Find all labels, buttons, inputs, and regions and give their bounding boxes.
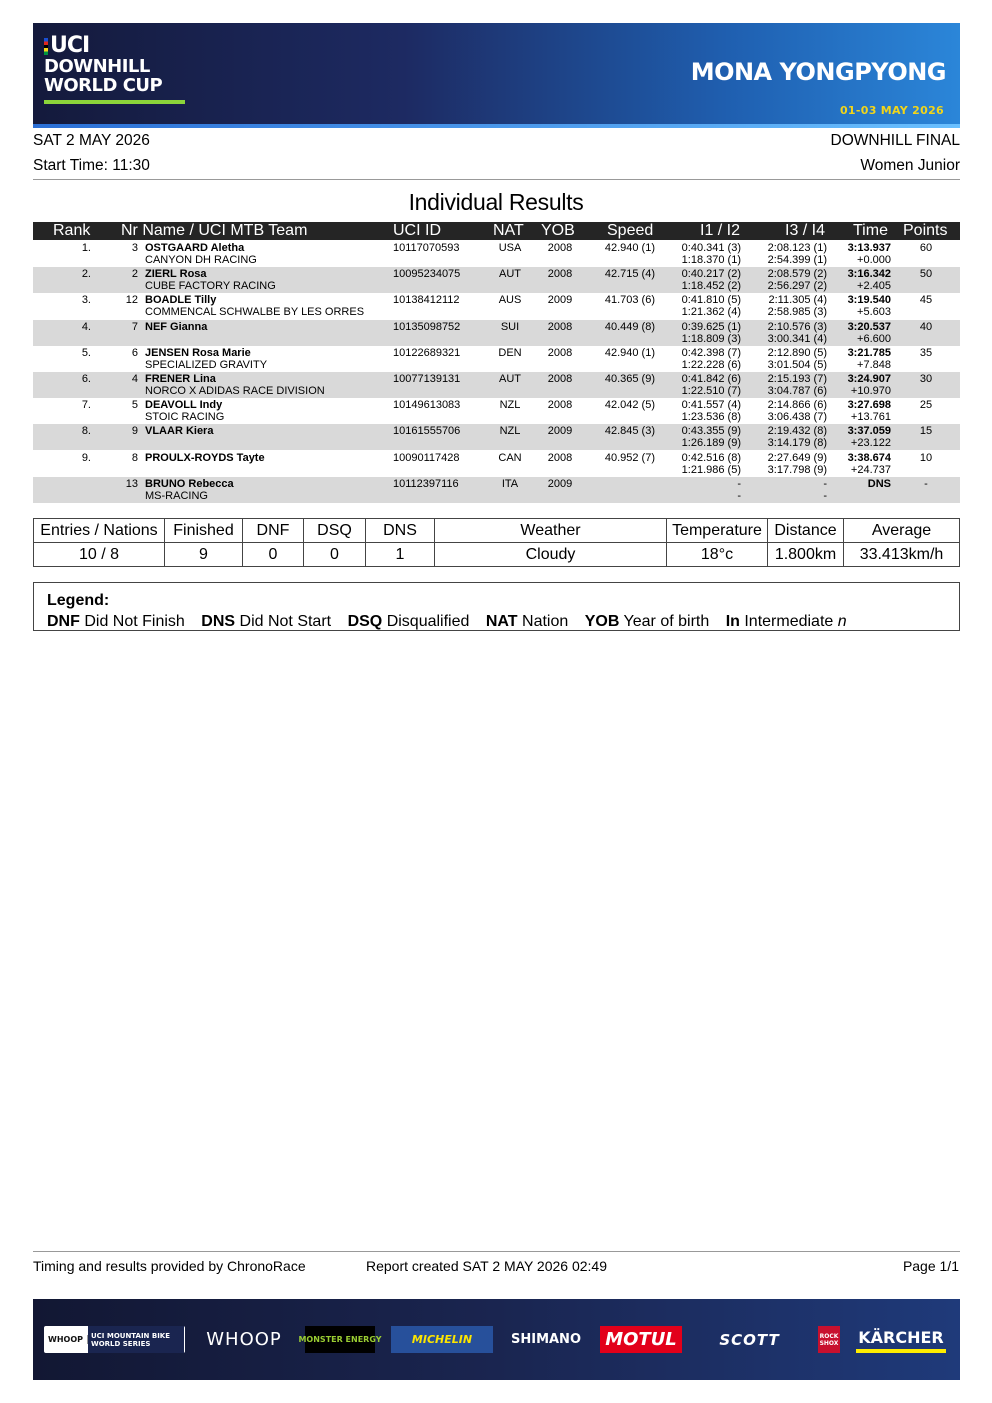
footer-divider: [33, 1251, 960, 1252]
row-i1: 0:41.842 (6): [681, 373, 741, 385]
row-yob: 2009: [547, 425, 573, 438]
summary-value: 33.413km/h: [859, 546, 944, 563]
row-i1: 0:39.625 (1): [681, 320, 741, 333]
row-yob: 2008: [547, 346, 573, 359]
row-rank: 9.: [81, 451, 91, 464]
legend-key: NAT: [485, 613, 518, 630]
row-nat: SUI: [500, 320, 520, 333]
legend-key: In: [725, 613, 740, 630]
header-banner: [33, 23, 960, 128]
row-nat: USA: [498, 242, 522, 254]
summary-header: Weather: [520, 522, 581, 539]
row-points: 45: [919, 294, 933, 307]
row-i3: 2:08.123 (1): [767, 242, 827, 254]
logo-downhill: DOWNHILL: [44, 56, 150, 77]
legend-key: DNF: [47, 613, 80, 630]
col-speed: Speed: [607, 222, 654, 239]
col-i3-i4: I3 / I4: [785, 222, 826, 239]
row-name: NEF Gianna: [145, 320, 208, 333]
row-speed: 40.449 (8): [604, 320, 655, 333]
row-i3: 2:15.193 (7): [767, 373, 827, 385]
row-uci-id: 10149613083: [393, 399, 461, 412]
row-yob: 2009: [547, 294, 573, 307]
summary-value: Cloudy: [525, 546, 576, 563]
venue-name: MONA YONGPYONG: [690, 58, 946, 86]
row-i2: 1:18.452 (2): [681, 280, 741, 293]
row-i3: 2:14.866 (6): [767, 399, 827, 412]
row-uci-id: 10112397116: [393, 477, 459, 490]
legend-suffix: n: [837, 613, 847, 630]
summary-distance: [768, 519, 844, 566]
row-yob: 2009: [547, 477, 573, 490]
row-team: MS-RACING: [145, 489, 208, 502]
row-rank: 7.: [81, 399, 91, 412]
row-i2: 1:26.189 (9): [681, 437, 741, 450]
row-i1: 0:40.341 (3): [681, 242, 741, 254]
row-rank: 6.: [81, 373, 91, 385]
row-speed: 42.940 (1): [604, 242, 655, 254]
row-i2: 1:18.809 (3): [681, 332, 741, 345]
summary-value: 9: [199, 546, 208, 563]
row-team: CANYON DH RACING: [145, 254, 257, 266]
row-i2: 1:21.986 (5): [681, 463, 741, 476]
row-i4: 3:14.179 (8): [767, 437, 827, 450]
legend-desc: Did Not Finish: [84, 613, 185, 630]
row-time: DNS: [867, 477, 891, 490]
summary-value: 18°c: [700, 546, 734, 563]
footer-provider: Timing and results provided by ChronoRace: [33, 1258, 306, 1274]
series-logo-text: UCI MOUNTAIN BIKE WORLD SERIES: [88, 1326, 184, 1353]
summary-value: 0: [268, 546, 278, 563]
row-i4: 2:58.985 (3): [767, 306, 827, 319]
row-points: 50: [919, 268, 933, 281]
col-uci-id: UCI ID: [393, 222, 441, 239]
row-uci-id: 10095234075: [393, 268, 461, 281]
summary-header: Finished: [173, 522, 234, 539]
row-nr: 7: [131, 320, 138, 333]
row-i3: 2:11.305 (4): [768, 294, 827, 307]
row-i1: 0:41.557 (4): [681, 399, 741, 412]
row-yob: 2008: [547, 242, 573, 254]
row-name: JENSEN Rosa Marie: [145, 346, 251, 359]
row-nr: 3: [131, 242, 138, 254]
row-name: OSTGAARD Aletha: [145, 242, 245, 254]
row-speed: 42.042 (5): [604, 399, 655, 412]
logo-uci: UCI: [50, 33, 90, 58]
row-gap: +7.848: [857, 358, 891, 371]
sponsor-michelin: MICHELIN: [391, 1326, 493, 1353]
row-name: DEAVOLL Indy: [145, 399, 223, 412]
summary-header: Entries / Nations: [40, 522, 158, 539]
sponsor-whoop: WHOOP: [206, 1329, 282, 1350]
row-points: 30: [919, 373, 933, 385]
row-nat: CAN: [498, 451, 522, 464]
row-time: 3:13.937: [847, 242, 891, 254]
row-i1: 0:40.217 (2): [681, 268, 741, 281]
row-nr: 13: [125, 477, 138, 490]
row-gap: +2.405: [857, 280, 891, 293]
row-i4: 2:56.297 (2): [767, 280, 827, 293]
venue-dates: 01-03 MAY 2026: [839, 104, 944, 117]
row-speed: 40.952 (7): [604, 451, 655, 464]
row-yob: 2008: [547, 451, 573, 464]
row-points: -: [924, 477, 928, 490]
row-nr: 12: [125, 294, 138, 307]
row-name: VLAAR Kiera: [145, 425, 214, 438]
divider: [33, 179, 960, 180]
summary-header: Distance: [774, 522, 837, 539]
legend-desc: Intermediate: [744, 613, 834, 630]
row-nat: ITA: [501, 477, 519, 490]
row-i3: 2:12.890 (5): [767, 346, 827, 359]
row-team: CUBE FACTORY RACING: [145, 280, 276, 293]
row-gap: +6.600: [857, 332, 891, 345]
summary-temperature: [667, 519, 768, 566]
summary-dsq: [304, 519, 366, 566]
row-time: 3:19.540: [847, 294, 891, 307]
row-i4: 3:17.798 (9): [767, 463, 827, 476]
event-start-time: Start Time: 11:30: [33, 157, 150, 174]
row-team: SPECIALIZED GRAVITY: [145, 358, 268, 371]
banner-stripe: [33, 124, 960, 128]
row-uci-id: 10090117428: [393, 451, 460, 464]
table-row: [33, 372, 960, 398]
table-row: [33, 346, 960, 372]
col-nat: NAT: [493, 222, 524, 239]
row-i4: 3:04.787 (6): [767, 385, 827, 397]
row-speed: 42.845 (3): [604, 425, 655, 438]
row-i2: 1:21.362 (4): [681, 306, 741, 319]
row-nr: 8: [131, 451, 138, 464]
table-row: [33, 241, 960, 267]
table-row: [33, 320, 960, 346]
row-nat: NZL: [499, 425, 521, 438]
series-logo-whoop: WHOOP: [44, 1335, 88, 1344]
row-rank: 1.: [81, 242, 91, 254]
row-name: FRENER Lina: [145, 373, 216, 385]
row-i4: -: [823, 489, 827, 502]
legend-items: [47, 613, 847, 631]
row-rank: 4.: [81, 320, 91, 333]
row-name: ZIERL Rosa: [145, 268, 207, 281]
race-summary-table: [33, 518, 960, 567]
legend-key: DSQ: [347, 613, 383, 630]
row-time: 3:21.785: [847, 346, 891, 359]
summary-header: DNS: [383, 522, 417, 539]
row-speed: 42.715 (4): [604, 268, 655, 281]
row-nat: AUS: [498, 294, 522, 307]
sponsor-monster: MONSTER ENERGY: [305, 1326, 375, 1353]
row-nat: DEN: [498, 346, 522, 359]
page-title: Individual Results: [408, 189, 584, 215]
row-i1: 0:42.516 (8): [681, 451, 741, 464]
sponsor-banner: [33, 1299, 960, 1380]
row-rank: 8.: [81, 425, 91, 438]
row-i3: 2:10.576 (3): [767, 320, 827, 333]
row-yob: 2008: [547, 399, 573, 412]
row-rank: 2.: [81, 268, 91, 281]
row-time: 3:24.907: [847, 373, 891, 385]
row-points: 10: [919, 451, 933, 464]
legend-box: [33, 582, 960, 631]
row-i2: 1:22.510 (7): [681, 385, 741, 397]
uci-rainbow-stripes: [44, 38, 48, 55]
row-rank: 5.: [81, 346, 91, 359]
row-i2: 1:18.370 (1): [681, 254, 741, 266]
row-rank: 3.: [81, 294, 91, 307]
row-nr: 4: [131, 373, 138, 385]
row-team: NORCO X ADIDAS RACE DIVISION: [145, 385, 325, 397]
row-uci-id: 10122689321: [393, 346, 461, 359]
sponsor-motul: MOTUL: [600, 1326, 682, 1353]
row-i3: -: [823, 477, 827, 490]
event-date: SAT 2 MAY 2026: [33, 132, 150, 149]
results-table-header: [33, 222, 960, 240]
legend-desc: Disqualified: [386, 613, 470, 630]
row-i3: 2:27.649 (9): [767, 451, 827, 464]
row-i4: 3:00.341 (4): [767, 332, 827, 345]
row-points: 60: [919, 242, 933, 254]
row-nr: 5: [131, 399, 138, 412]
row-name: PROULX-ROYDS Tayte: [145, 451, 265, 464]
row-speed: 41.703 (6): [604, 294, 655, 307]
table-row: [33, 293, 960, 319]
row-time: 3:37.059: [847, 425, 891, 438]
table-row: [33, 398, 960, 424]
footer-report: Report created SAT 2 MAY 2026 02:49: [366, 1258, 608, 1274]
summary-entries-nations: [34, 519, 165, 566]
summary-finished: [165, 519, 243, 566]
legend-key: DNS: [201, 613, 236, 630]
summary-value: 1: [395, 546, 405, 563]
sponsor-shimano: SHIMANO: [510, 1332, 581, 1347]
row-nat: NZL: [499, 399, 521, 412]
row-speed: 40.365 (9): [604, 373, 655, 385]
table-row: [33, 267, 960, 293]
row-gap: +23.122: [850, 437, 891, 450]
table-row: [33, 451, 960, 477]
summary-value: 0: [330, 546, 339, 563]
row-yob: 2008: [547, 320, 573, 333]
row-points: 25: [919, 399, 933, 412]
row-i3: 2:19.432 (8): [767, 425, 827, 438]
summary-value: 10 / 8: [78, 546, 120, 563]
row-i2: -: [737, 489, 741, 502]
event-race: DOWNHILL FINAL: [830, 132, 960, 149]
uci-downhill-world-cup-logo: [44, 35, 185, 104]
row-i1: 0:43.355 (9): [681, 425, 741, 438]
row-nr: 6: [131, 346, 138, 359]
row-i2: 1:23.536 (8): [681, 411, 741, 424]
row-nr: 9: [131, 425, 138, 438]
footer-page: Page 1/1: [902, 1258, 959, 1274]
legend-title: Legend:: [47, 592, 110, 609]
col-nr-name: Nr Name / UCI MTB Team: [121, 222, 308, 239]
legend-desc: Nation: [522, 613, 569, 630]
col-points: Points: [903, 222, 948, 239]
row-gap: +10.970: [850, 385, 891, 397]
row-gap: +24.737: [850, 463, 891, 476]
row-gap: +5.603: [857, 306, 891, 319]
row-i1: -: [737, 477, 741, 490]
sponsor-karcher: KÄRCHER: [856, 1326, 946, 1353]
row-nat: AUT: [499, 268, 521, 281]
row-team: COMMENCAL SCHWALBE BY LES ORRES: [145, 306, 365, 319]
summary-weather: [435, 519, 667, 566]
row-points: 40: [919, 320, 933, 333]
row-time: 3:20.537: [847, 320, 891, 333]
row-speed: 42.940 (1): [604, 346, 655, 359]
summary-header: DSQ: [317, 522, 352, 539]
legend-desc: Did Not Start: [239, 613, 332, 630]
col-rank: Rank: [53, 222, 91, 239]
row-i4: 3:01.504 (5): [767, 358, 827, 371]
row-i2: 1:22.228 (6): [681, 358, 741, 371]
row-i4: 3:06.438 (7): [767, 411, 827, 424]
summary-dns: [366, 519, 435, 566]
row-points: 35: [919, 346, 933, 359]
row-i1: 0:42.398 (7): [681, 346, 741, 359]
row-time: 3:27.698: [847, 399, 891, 412]
col-yob: YOB: [541, 222, 575, 239]
summary-header: DNF: [256, 522, 290, 539]
event-category: Women Junior: [860, 157, 960, 174]
row-yob: 2008: [547, 373, 573, 385]
row-i1: 0:41.810 (5): [681, 294, 741, 307]
row-gap: +13.761: [850, 411, 891, 424]
summary-header: Average: [871, 522, 932, 539]
row-nr: 2: [131, 268, 138, 281]
row-yob: 2008: [547, 268, 573, 281]
legend-desc: Year of birth: [623, 613, 710, 630]
sponsor-scott: SCOTT: [719, 1330, 780, 1349]
logo-underline: [44, 100, 185, 104]
summary-header: Temperature: [672, 522, 762, 539]
row-uci-id: 10117070593: [393, 242, 460, 254]
row-time: 3:16.342: [847, 268, 891, 281]
legend-key: YOB: [584, 613, 620, 630]
row-i4: 2:54.399 (1): [767, 254, 827, 266]
summary-average: [844, 519, 959, 566]
summary-dnf: [243, 519, 304, 566]
table-row: [33, 424, 960, 450]
sponsor-rockshox: ROCK SHOX: [818, 1326, 840, 1353]
row-uci-id: 10077139131: [393, 373, 461, 385]
col-i1-i2: I1 / I2: [700, 222, 741, 239]
row-nat: AUT: [499, 373, 521, 385]
logo-world-cup: WORLD CUP: [44, 75, 163, 96]
table-row: [33, 477, 960, 503]
series-logo: [44, 1326, 185, 1353]
row-name: BOADLE Tilly: [145, 294, 217, 307]
row-i3: 2:08.579 (2): [767, 268, 827, 281]
row-gap: +0.000: [857, 254, 891, 266]
row-uci-id: 10135098752: [393, 320, 461, 333]
summary-value: 1.800km: [774, 546, 837, 563]
row-points: 15: [919, 425, 933, 438]
row-time: 3:38.674: [847, 451, 891, 464]
col-time: Time: [853, 222, 888, 239]
row-uci-id: 10161555706: [393, 425, 461, 438]
row-team: STOIC RACING: [145, 411, 225, 424]
row-uci-id: 10138412112: [393, 294, 460, 307]
row-name: BRUNO Rebecca: [145, 477, 234, 490]
